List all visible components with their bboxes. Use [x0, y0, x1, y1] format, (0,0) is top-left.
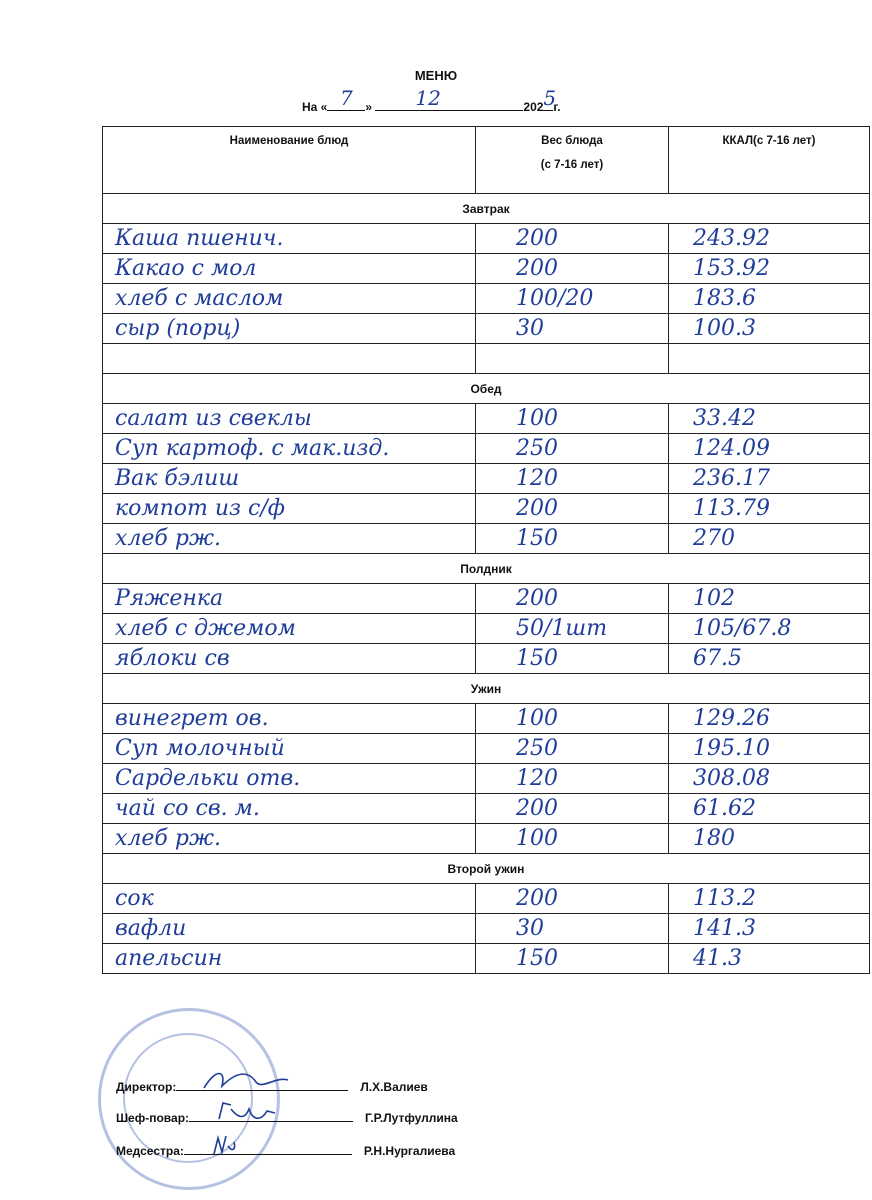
dish-weight: 200 [516, 586, 558, 611]
dish-kcal-cell [669, 704, 870, 734]
dish-weight-cell [476, 824, 669, 854]
dish-weight-cell [476, 524, 669, 554]
year-field [543, 86, 557, 111]
dish-name-cell [103, 734, 476, 764]
dish-kcal-cell [669, 644, 870, 674]
dish-weight-cell [476, 314, 669, 344]
dish-kcal-cell [669, 824, 870, 854]
dish-weight-cell [476, 914, 669, 944]
menu-item-row [103, 254, 870, 284]
col-header-weight: Вес блюда (с 7-16 лет) [476, 127, 669, 194]
dish-kcal-cell [669, 584, 870, 614]
dish-kcal: 141.3 [693, 916, 756, 941]
section-row [103, 554, 870, 584]
section-title: Второй ужин [103, 854, 870, 884]
menu-table [102, 126, 870, 974]
dish-kcal: 236.17 [693, 466, 770, 491]
dish-name: хлеб с маслом [115, 286, 284, 311]
section-row [103, 374, 870, 404]
dish-kcal-cell [669, 734, 870, 764]
menu-body [103, 194, 870, 974]
menu-item-row [103, 464, 870, 494]
section-row [103, 854, 870, 884]
section-title: Полдник [103, 554, 870, 584]
dish-weight: 200 [516, 496, 558, 521]
dish-kcal: 33.42 [693, 406, 756, 431]
day-value: 7 [339, 86, 353, 110]
dish-weight-cell [476, 794, 669, 824]
dish-weight: 150 [516, 646, 558, 671]
dish-kcal-cell [669, 884, 870, 914]
dish-name: Каша пшенич. [115, 226, 284, 251]
menu-item-row [103, 314, 870, 344]
menu-item-row [103, 524, 870, 554]
dish-name-cell [103, 824, 476, 854]
dish-name: Какао с мол [115, 256, 257, 281]
menu-item-row [103, 434, 870, 464]
menu-item-row [103, 914, 870, 944]
dish-name-cell [103, 254, 476, 284]
day-field [327, 86, 365, 111]
signature-chef: Шеф-повар: Г.Р.Лутфуллина [116, 1109, 458, 1125]
dish-name: хлеб с джемом [115, 616, 296, 641]
dish-weight: 150 [516, 526, 558, 551]
dish-kcal: 180 [693, 826, 735, 851]
dish-name: Суп молочный [115, 736, 285, 761]
dish-name-cell [103, 494, 476, 524]
dish-kcal: 102 [693, 586, 735, 611]
menu-item-row [103, 704, 870, 734]
dish-weight-cell [476, 494, 669, 524]
dish-name-cell [103, 434, 476, 464]
dish-weight-cell [476, 704, 669, 734]
dish-weight: 100/20 [516, 286, 594, 311]
dish-kcal: 270 [693, 526, 735, 551]
dish-name-cell [103, 884, 476, 914]
dish-weight: 200 [516, 796, 558, 821]
dish-name-cell [103, 584, 476, 614]
date-mid: » [365, 100, 373, 114]
dish-weight-cell [476, 644, 669, 674]
dish-name-cell [103, 464, 476, 494]
dish-name-cell [103, 704, 476, 734]
dish-weight: 250 [516, 736, 558, 761]
year-suffix: г. [553, 100, 561, 114]
dish-kcal-cell [669, 914, 870, 944]
dish-weight: 100 [516, 406, 558, 431]
signature-line [184, 1142, 352, 1155]
dish-kcal: 61.62 [693, 796, 756, 821]
dish-name-cell [103, 764, 476, 794]
dish-weight-cell [476, 884, 669, 914]
section-row [103, 674, 870, 704]
section-title: Завтрак [103, 194, 870, 224]
dish-name: Суп картоф. с мак.изд. [115, 436, 390, 461]
dish-name-cell [103, 224, 476, 254]
dish-kcal: 129.26 [693, 706, 770, 731]
dish-name-cell [103, 944, 476, 974]
dish-kcal-cell [669, 464, 870, 494]
dish-kcal-cell [669, 794, 870, 824]
menu-item-row [103, 224, 870, 254]
dish-name: хлеб рж. [115, 526, 221, 551]
dish-weight: 30 [516, 916, 544, 941]
dish-kcal: 113.79 [693, 496, 770, 521]
dish-weight-cell [476, 284, 669, 314]
dish-kcal: 124.09 [693, 436, 770, 461]
menu-item-row [103, 734, 870, 764]
signature-nurse: Медсестра: Р.Н.Нургалиева [116, 1142, 455, 1158]
dish-weight: 150 [516, 946, 558, 971]
col-header-kcal: ККАЛ(с 7-16 лет) [669, 127, 870, 194]
dish-kcal-cell [669, 494, 870, 524]
dish-weight-cell [476, 614, 669, 644]
dish-kcal: 195.10 [693, 736, 770, 761]
dish-kcal: 153.92 [693, 256, 770, 281]
dish-weight: 50/1шт [516, 616, 608, 641]
dish-name: апельсин [115, 946, 223, 971]
dish-kcal-cell [669, 434, 870, 464]
dish-weight: 250 [516, 436, 558, 461]
dish-name: Ряженка [115, 586, 224, 611]
dish-weight-cell [476, 944, 669, 974]
dish-weight-cell [476, 584, 669, 614]
dish-kcal-cell [669, 404, 870, 434]
col-header-name: Наименование блюд [103, 127, 476, 194]
dish-name: салат из свеклы [115, 406, 312, 431]
dish-name: хлеб рж. [115, 826, 221, 851]
menu-item-row [103, 884, 870, 914]
dish-kcal-cell [669, 524, 870, 554]
signature-line [189, 1109, 353, 1122]
chef-signature-mark [209, 1099, 289, 1127]
dish-weight-cell [476, 404, 669, 434]
dish-weight: 100 [516, 706, 558, 731]
dish-name-cell [103, 314, 476, 344]
menu-item-row [103, 284, 870, 314]
year-digit: 5 [543, 86, 557, 110]
menu-title: МЕНЮ [414, 68, 458, 83]
menu-item-row [103, 824, 870, 854]
dish-name-cell [103, 524, 476, 554]
dish-weight: 100 [516, 826, 558, 851]
dish-kcal: 105/67.8 [693, 616, 792, 641]
dish-weight-cell [476, 344, 669, 374]
dish-weight: 200 [516, 256, 558, 281]
dish-name: яблоки св [115, 646, 230, 671]
dish-name-cell [103, 614, 476, 644]
menu-item-row [103, 344, 870, 374]
dish-name-cell [103, 284, 476, 314]
dish-weight: 200 [516, 226, 558, 251]
dish-kcal: 113.2 [693, 886, 756, 911]
dish-weight-cell [476, 764, 669, 794]
dish-kcal-cell [669, 224, 870, 254]
dish-kcal-cell [669, 314, 870, 344]
signature-director: Директор: Л.Х.Валиев [116, 1078, 428, 1094]
dish-name-cell [103, 644, 476, 674]
dish-name-cell [103, 344, 476, 374]
director-signature-mark [196, 1066, 296, 1096]
month-field [375, 86, 523, 111]
dish-kcal-cell [669, 614, 870, 644]
dish-name: винегрет ов. [115, 706, 269, 731]
menu-item-row [103, 494, 870, 524]
dish-kcal: 67.5 [693, 646, 742, 671]
dish-name: вафли [115, 916, 187, 941]
dish-name: сок [115, 886, 154, 911]
signature-line [176, 1078, 348, 1091]
dish-kcal-cell [669, 764, 870, 794]
date-prefix: На « [302, 100, 328, 114]
dish-kcal-cell [669, 254, 870, 284]
date-line [302, 86, 561, 114]
dish-weight-cell [476, 224, 669, 254]
dish-name: чай со св. м. [115, 796, 260, 821]
dish-kcal: 100.3 [693, 316, 756, 341]
menu-item-row [103, 944, 870, 974]
dish-kcal: 308.08 [693, 766, 770, 791]
dish-weight: 120 [516, 466, 558, 491]
dish-weight: 200 [516, 886, 558, 911]
dish-weight-cell [476, 254, 669, 284]
dish-weight-cell [476, 734, 669, 764]
dish-name: сыр (порц) [115, 316, 241, 341]
dish-name: Вак бэлиш [115, 466, 240, 491]
dish-kcal-cell [669, 284, 870, 314]
dish-kcal: 41.3 [693, 946, 742, 971]
menu-item-row [103, 644, 870, 674]
section-title: Ужин [103, 674, 870, 704]
menu-item-row [103, 614, 870, 644]
dish-kcal: 243.92 [693, 226, 770, 251]
dish-name-cell [103, 914, 476, 944]
dish-name: Сардельки отв. [115, 766, 301, 791]
dish-name: компот из с/ф [115, 496, 286, 521]
dish-weight: 120 [516, 766, 558, 791]
menu-item-row [103, 794, 870, 824]
dish-kcal: 183.6 [693, 286, 756, 311]
dish-weight: 30 [516, 316, 544, 341]
dish-name-cell [103, 794, 476, 824]
year-prefix: 202 [523, 100, 544, 114]
dish-weight-cell [476, 434, 669, 464]
dish-name-cell [103, 404, 476, 434]
menu-item-row [103, 404, 870, 434]
table-header-row [103, 127, 870, 194]
section-row [103, 194, 870, 224]
dish-weight-cell [476, 464, 669, 494]
dish-kcal-cell [669, 944, 870, 974]
section-title: Обед [103, 374, 870, 404]
menu-item-row [103, 584, 870, 614]
nurse-signature-mark [204, 1132, 244, 1160]
menu-item-row [103, 764, 870, 794]
dish-kcal-cell [669, 344, 870, 374]
month-value: 12 [415, 86, 441, 110]
